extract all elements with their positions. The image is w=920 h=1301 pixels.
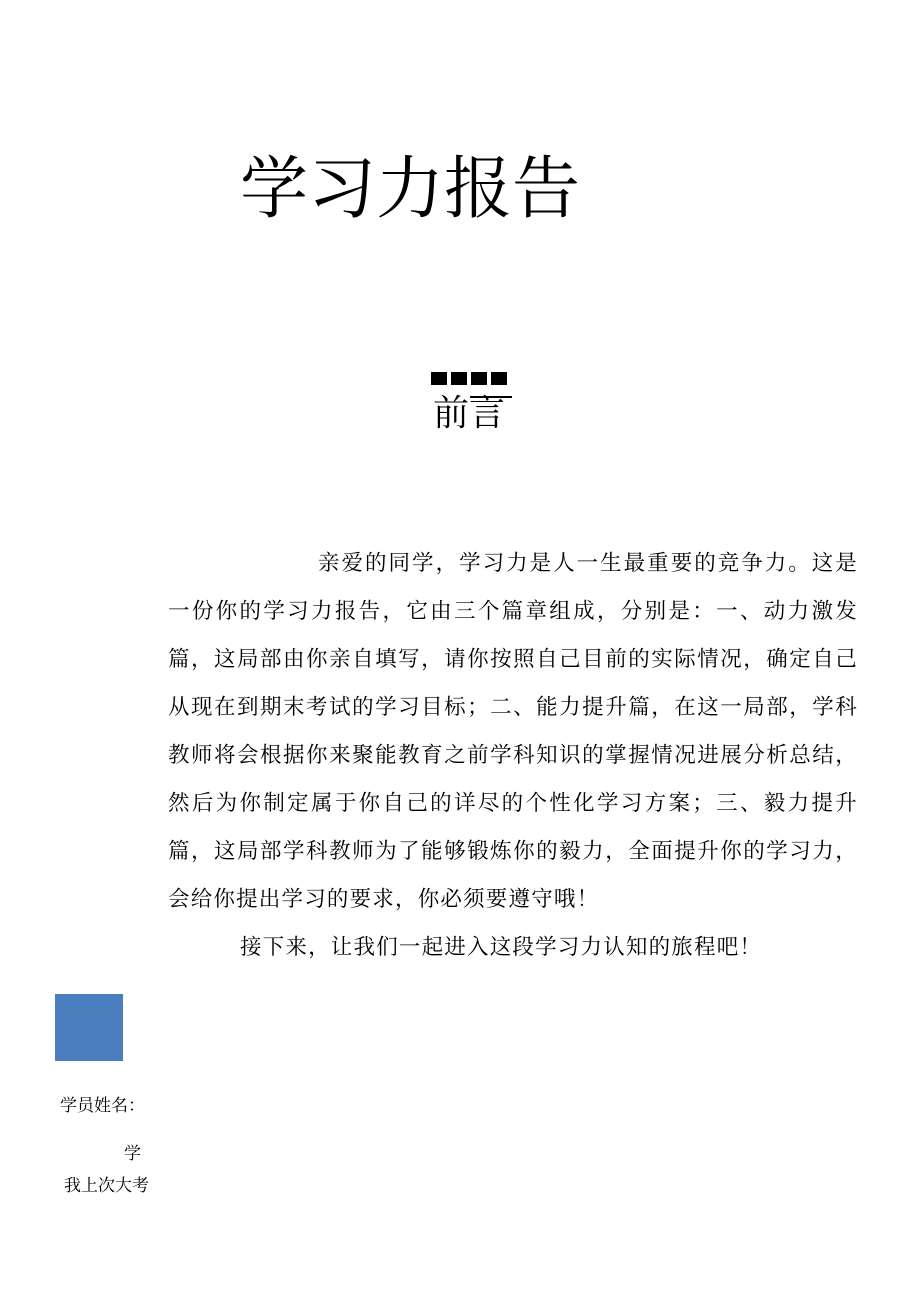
text-fragment: 学 xyxy=(124,1144,141,1164)
preface-decoration xyxy=(431,372,507,385)
text-fragment: 我上次大考 xyxy=(64,1176,149,1196)
preface-bar xyxy=(471,372,487,385)
photo-placeholder xyxy=(55,994,123,1061)
preface-body xyxy=(168,540,858,972)
preface-paragraph: 亲爱的同学，学习力是人一生最重要的竞争力。这是一份你的学习力报告，它由三个篇章组成，分别是：一、动力激发篇，这局部由你亲自填写，请你按照自己目前的实际情况，确定自己从现在到期末考试的学习目标；二、能力提升篇，在这一局部，学科教师将会根据你来聚能教育之前学科知识的掌握情况进展分析总结，然后为你制定属于你自己的详尽的个性化学习方案；三、毅力提升篇，这局部学科教师为了能够锻炼你的毅力，全面提升你的学习力，会给你提出学习的要求，你必须要遵守哦！ xyxy=(168,551,858,912)
preface-bar xyxy=(451,372,467,385)
report-title: 学习力报告 xyxy=(240,150,581,229)
preface-bar xyxy=(491,372,507,385)
preface-paragraph: 接下来，让我们一起进入这段学习力认知的旅程吧！ xyxy=(240,935,763,960)
student-name-label: 学员姓名： xyxy=(60,1096,145,1116)
preface-heading: 前言 xyxy=(433,393,506,434)
preface-bar xyxy=(431,372,447,385)
